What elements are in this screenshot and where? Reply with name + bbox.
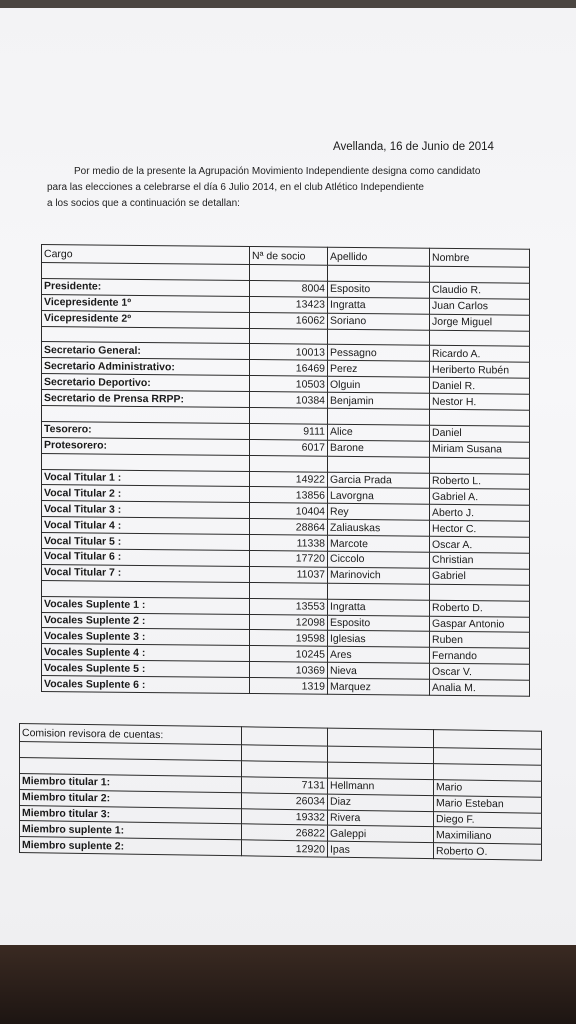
cell-cargo: Vicepresidente 2º — [42, 310, 250, 328]
comision-table — [19, 723, 542, 861]
document-date: Avellanda, 16 de Junio de 2014 — [333, 141, 494, 153]
table-cell — [242, 727, 328, 746]
header-cargo: Cargo — [42, 245, 250, 265]
cell-nombre: Diego F. — [434, 811, 542, 828]
cell-nombre: Analia M. — [430, 679, 530, 696]
cell-apellido: Ingratta — [328, 599, 430, 616]
cell-apellido: Pessagno — [328, 345, 430, 362]
cell-cargo: Vocales Suplente 5 : — [42, 660, 250, 678]
cell-cargo: Tesorero: — [42, 421, 250, 439]
cell-cargo: Secretario Administrativo: — [42, 358, 250, 376]
cell-cargo: Vocal Titular 5 : — [42, 533, 250, 551]
cell-apellido: Esposito — [328, 615, 430, 632]
cell-cargo: Vocal Titular 3 : — [42, 501, 250, 519]
cell-socio: 13423 — [250, 296, 328, 313]
cell-nombre: Christian — [430, 552, 530, 569]
cell-cargo: Secretario Deportivo: — [42, 374, 250, 392]
cell-cargo: Secretario General: — [42, 342, 250, 360]
cell-apellido: Perez — [328, 361, 430, 378]
cell-apellido — [328, 583, 430, 600]
cell-apellido: Soriano — [328, 313, 430, 330]
cell-nombre — [430, 584, 530, 601]
header-nombre: Nombre — [430, 248, 530, 267]
table-row — [42, 676, 530, 697]
cell-nombre — [430, 330, 530, 347]
cell-nombre: Maximiliano — [434, 827, 542, 844]
cell-nombre: Mario — [434, 779, 542, 796]
cell-nombre: Mario Esteban — [434, 795, 542, 812]
cell-apellido: Iglesias — [328, 631, 430, 648]
cell-cargo: Vocal Titular 2 : — [42, 485, 250, 503]
cell-nombre: Claudio R. — [430, 282, 530, 299]
cell-socio: 17720 — [250, 551, 328, 568]
cell-cargo: Miembro titular 1: — [20, 773, 242, 792]
cell-cargo: Miembro suplente 1: — [20, 821, 242, 840]
cell-socio: 28864 — [250, 519, 328, 536]
cell-cargo: Presidente: — [42, 278, 250, 296]
cell-nombre: Roberto O. — [434, 843, 542, 860]
header-socio: Nª de socio — [250, 247, 328, 266]
cell-apellido: Benjamin — [328, 392, 430, 409]
intro-line-3: a los socios que a continuación se detallan: — [47, 198, 240, 209]
cell-apellido — [328, 762, 434, 779]
cell-apellido: Lavorgna — [328, 488, 430, 505]
cell-socio — [250, 582, 328, 599]
cell-cargo: Miembro suplente 2: — [20, 837, 242, 856]
cell-socio: 26034 — [242, 792, 328, 809]
cell-socio: 10503 — [250, 376, 328, 393]
cell-nombre: Jorge Miguel — [430, 314, 530, 331]
cell-cargo: Vocal Titular 7 : — [42, 564, 250, 582]
cell-cargo: Vocales Suplente 3 : — [42, 628, 250, 646]
cell-nombre: Miriam Susana — [430, 441, 530, 458]
cell-socio: 6017 — [250, 439, 328, 456]
cell-apellido: Esposito — [328, 281, 430, 298]
cell-apellido — [328, 746, 434, 763]
cell-socio: 1319 — [250, 678, 328, 695]
cell-nombre: Roberto L. — [430, 473, 530, 490]
cell-cargo: Vocales Suplente 6 : — [42, 676, 250, 694]
cell-nombre — [434, 748, 542, 765]
cell-socio: 10384 — [250, 392, 328, 409]
cell-socio: 7131 — [242, 777, 328, 794]
cell-apellido — [328, 456, 430, 473]
header-apellido: Apellido — [328, 247, 430, 266]
cell-socio — [250, 408, 328, 425]
cell-socio: 26822 — [242, 824, 328, 841]
cell-apellido: Zaliauskas — [328, 520, 430, 537]
cell-nombre: Ruben — [430, 632, 530, 649]
cell-nombre — [430, 457, 530, 474]
cell-socio: 13856 — [250, 487, 328, 504]
cell-socio: 19332 — [242, 808, 328, 825]
cell-socio — [242, 745, 328, 762]
cell-socio: 19598 — [250, 630, 328, 647]
cell-apellido: Rivera — [328, 810, 434, 827]
cell-nombre: Aberto J. — [430, 505, 530, 522]
cell-cargo: Protesorero: — [42, 437, 250, 455]
cell-apellido: Rey — [328, 504, 430, 521]
cell-socio: 10404 — [250, 503, 328, 520]
cell-apellido: Diaz — [328, 794, 434, 811]
cell-apellido: Marinovich — [328, 567, 430, 584]
cell-cargo: Vicepresidente 1º — [42, 294, 250, 312]
cell-nombre: Hector C. — [430, 520, 530, 537]
cell-apellido: Marquez — [328, 678, 430, 695]
cell-apellido — [328, 408, 430, 425]
cell-cargo: Miembro titular 3: — [20, 805, 242, 824]
table-cell — [328, 728, 434, 748]
table-cell — [434, 730, 542, 750]
intro-line-1: Por medio de la presente la Agrupación Movimiento Independiente designa como candidato — [74, 166, 481, 177]
cell-cargo: Vocal Titular 1 : — [42, 469, 250, 487]
cell-socio: 11338 — [250, 535, 328, 552]
cell-nombre — [430, 409, 530, 426]
cell-apellido: Barone — [328, 440, 430, 457]
cell-apellido: Alice — [328, 424, 430, 441]
cell-socio: 12098 — [250, 614, 328, 631]
candidates-table — [41, 244, 530, 697]
cell-nombre: Heriberto Rubén — [430, 362, 530, 379]
cell-nombre: Daniel — [430, 425, 530, 442]
cell-nombre — [434, 764, 542, 781]
cell-socio: 11037 — [250, 566, 328, 583]
cell-nombre: Oscar A. — [430, 536, 530, 553]
cell-cargo: Vocal Titular 6 : — [42, 549, 250, 567]
cell-apellido: Ciccolo — [328, 551, 430, 568]
cell-nombre: Gabriel A. — [430, 489, 530, 506]
cell-socio — [250, 328, 328, 345]
cell-socio — [242, 761, 328, 778]
cell-socio: 14922 — [250, 471, 328, 488]
cell-apellido: Olguin — [328, 376, 430, 393]
cell-apellido: Ares — [328, 647, 430, 664]
intro-line-2: para las elecciones a celebrarse el día 6 Julio 2014, en el club Atlético Independiente — [47, 182, 424, 193]
cell-apellido: Marcote — [328, 535, 430, 552]
cell-nombre: Nestor H. — [430, 393, 530, 410]
cell-nombre: Oscar V. — [430, 663, 530, 680]
cell-apellido — [328, 329, 430, 346]
cell-apellido: Ingratta — [328, 297, 430, 314]
cell-apellido — [328, 265, 430, 282]
cell-nombre: Juan Carlos — [430, 298, 530, 315]
cell-apellido: Garcia Prada — [328, 472, 430, 489]
cell-nombre: Fernando — [430, 648, 530, 665]
cell-nombre: Daniel R. — [430, 377, 530, 394]
cell-nombre: Gabriel — [430, 568, 530, 585]
cell-nombre — [430, 266, 530, 283]
cell-socio — [250, 265, 328, 282]
cell-socio — [250, 455, 328, 472]
cell-apellido: Galeppi — [328, 826, 434, 843]
cell-cargo: Vocales Suplente 1 : — [42, 596, 250, 614]
cell-socio: 9111 — [250, 423, 328, 440]
document-page — [0, 8, 576, 948]
cell-socio: 10369 — [250, 662, 328, 679]
comision-title: Comision revisora de cuentas: — [20, 724, 242, 745]
cell-cargo: Miembro titular 2: — [20, 789, 242, 808]
cell-cargo: Secretario de Prensa RRPP: — [42, 390, 250, 408]
cell-apellido: Nieva — [328, 663, 430, 680]
cell-nombre: Ricardo A. — [430, 346, 530, 363]
cell-apellido: Ipas — [328, 841, 434, 858]
cell-nombre: Roberto D. — [430, 600, 530, 617]
cell-socio: 10245 — [250, 646, 328, 663]
cell-nombre: Gaspar Antonio — [430, 616, 530, 633]
cell-cargo: Vocales Suplente 4 : — [42, 644, 250, 662]
cell-cargo: Vocales Suplente 2 : — [42, 612, 250, 630]
cell-socio: 16469 — [250, 360, 328, 377]
cell-socio: 13553 — [250, 598, 328, 615]
cell-socio: 10013 — [250, 344, 328, 361]
cell-socio: 12920 — [242, 840, 328, 857]
background-desk-bottom — [0, 945, 576, 1024]
cell-apellido: Hellmann — [328, 778, 434, 795]
cell-socio: 16062 — [250, 312, 328, 329]
cell-cargo: Vocal Titular 4 : — [42, 517, 250, 535]
cell-socio: 8004 — [250, 280, 328, 297]
